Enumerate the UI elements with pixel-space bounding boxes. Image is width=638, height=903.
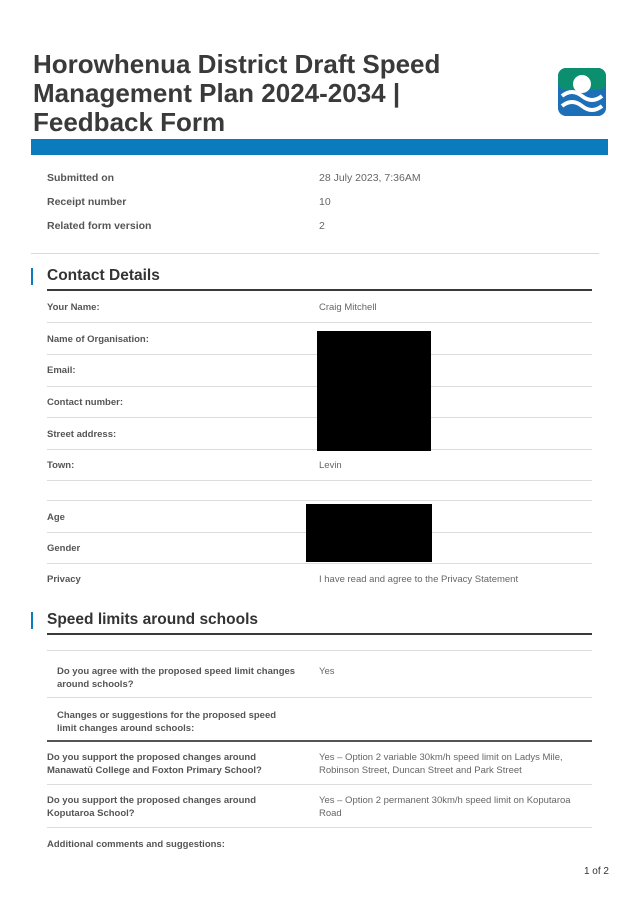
council-logo-icon	[556, 66, 608, 118]
submitted-on-row	[47, 172, 607, 192]
field-label: Email:	[47, 365, 76, 376]
field-label: Town:	[47, 460, 75, 471]
section-heading-contact: Contact Details	[47, 267, 160, 284]
question-row	[47, 698, 592, 742]
field-value: Levin	[319, 460, 342, 471]
question-row	[47, 651, 592, 698]
page-title: Horowhenua District Draft Speed Management Plan 2024-2034 | Feedback Form	[33, 49, 441, 137]
section-rule	[47, 633, 592, 635]
redaction-block	[306, 504, 432, 562]
field-label: Receipt number	[47, 196, 127, 208]
contact-row	[47, 450, 592, 481]
field-label: Related form version	[47, 220, 152, 232]
form-version-row	[47, 220, 607, 240]
page-number: 1 of 2	[583, 866, 609, 877]
contact-row	[47, 291, 592, 323]
field-value: Craig Mitchell	[319, 302, 377, 313]
redaction-block	[317, 331, 431, 451]
contact-row	[47, 564, 592, 594]
field-label: Privacy	[47, 574, 81, 585]
field-value: I have read and agree to the Privacy Statement	[319, 574, 519, 585]
question-answer: Yes – Option 2 variable 30km/h speed limit on Ladys Mile, Robinson Street, Duncan Street and Park Street	[319, 752, 563, 776]
question-label: Changes or suggestions for the proposed speed limit changes around schools:	[57, 710, 277, 734]
question-label: Do you support the proposed changes around Manawatū College and Foxton Primary School?	[47, 752, 262, 776]
divider	[31, 253, 599, 254]
field-label: Age	[47, 512, 65, 523]
question-answer: Yes	[319, 666, 335, 677]
field-value: 2	[319, 220, 325, 232]
receipt-number-row	[47, 196, 607, 216]
question-label: Do you agree with the proposed speed limit changes around schools?	[57, 666, 296, 690]
section-heading-schools: Speed limits around schools	[47, 611, 259, 628]
question-row	[47, 742, 592, 785]
section-marker	[31, 268, 33, 285]
field-value: 10	[319, 196, 331, 208]
field-value: 28 July 2023, 7:36AM	[319, 172, 421, 184]
field-label: Your Name:	[47, 302, 100, 313]
section-marker	[31, 612, 33, 629]
field-label: Gender	[47, 543, 81, 554]
field-label: Contact number:	[47, 397, 123, 408]
question-label: Do you support the proposed changes around Koputaroa School?	[47, 795, 257, 819]
question-row	[47, 785, 592, 828]
question-answer: Yes – Option 2 permanent 30km/h speed limit on Koputaroa Road	[319, 795, 571, 819]
header-accent-bar	[31, 139, 608, 155]
question-label: Additional comments and suggestions:	[47, 839, 225, 850]
field-label: Street address:	[47, 429, 117, 440]
field-label: Name of Organisation:	[47, 334, 149, 345]
field-label: Submitted on	[47, 172, 115, 184]
question-row	[47, 828, 592, 854]
